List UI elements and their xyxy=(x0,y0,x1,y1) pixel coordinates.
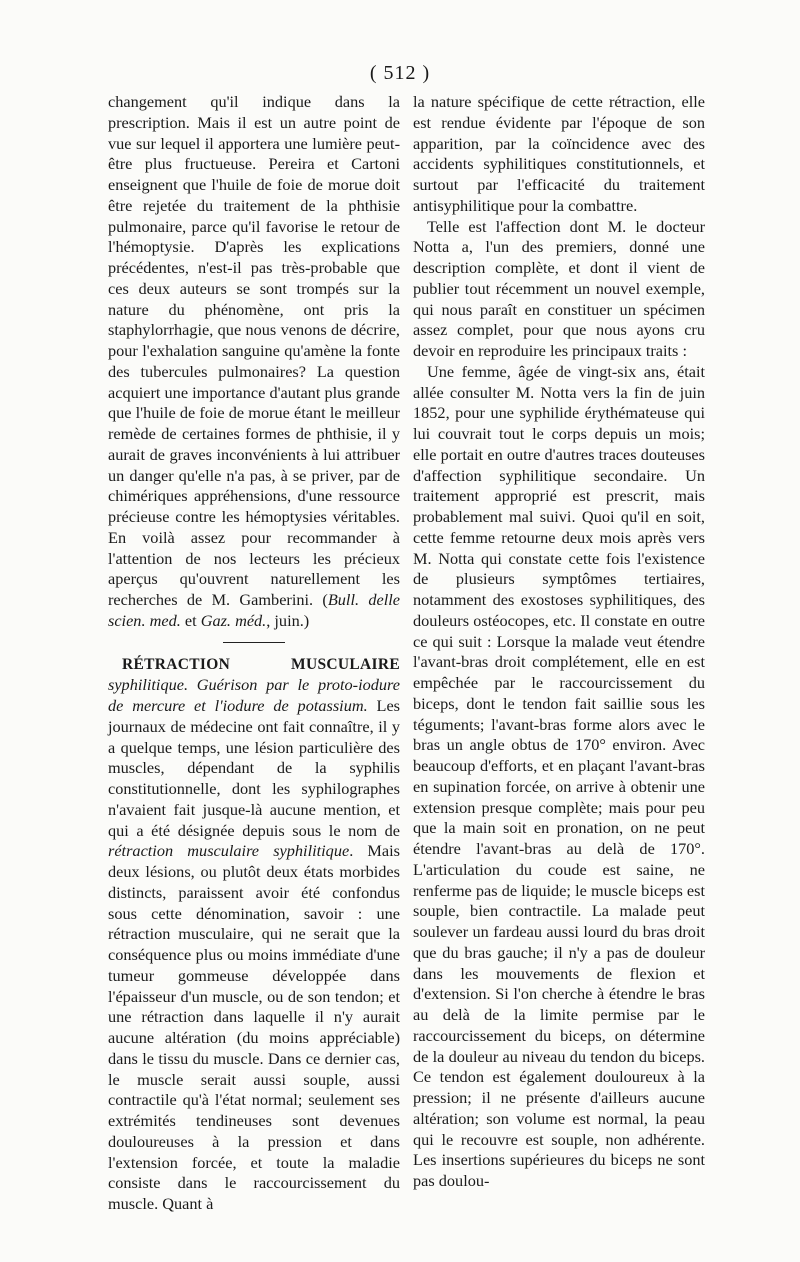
term-italic: rétraction musculaire syphilitique xyxy=(108,841,350,861)
section-subtitle: syphilitique. Guérison par le proto-iodure de mercure et l'iodure de potassium. xyxy=(108,675,400,715)
paragraph-text: . Mais deux lésions, ou plutôt deux états morbides distincts, paraissent avoir été confondus sous cette dénomination, savoir : une rétraction musculaire, qui ne serait que la conséquence plus ou moins immédiate d'une tumeur gommeuse développée dans l'épaisseur d'un muscle, ou de son tendon; et une rétraction dans laquelle il n'y aurait aucune altération (du moins appréciable) dans le tissu du muscle. Dans ce dernier cas, le muscle serait aussi souple, aussi contractile qu'à l'état normal; seulement ses extrémités tendineuses sont devenues douloureuses à la pression et dans l'extension forcée, et toute la maladie consiste dans le raccourcissement du muscle. Quant à xyxy=(108,841,400,1213)
paragraph-gamberini xyxy=(108,92,400,632)
ref-and: et xyxy=(180,610,201,630)
paragraph-case: Une femme, âgée de vingt-six ans, était allée consulter M. Notta vers la fin de juin 1852, pour une syphilide érythémateuse qui lui couvrait tout le corps depuis un mois; elle portait en outre d'autres traces douteuses d'affection syphilitique secondaire. Un traitement approprié est prescrit, mais probablement mal suivi. Quoi qu'il en soit, cette femme retourne deux mois après vers M. Notta qui constate cette fois l'existence de plusieurs symptômes tertiaires, notamment des exostoses syphilitiques, des douleurs ostéocopes, etc. Il constate en outre ce qui suit : Lorsque la malade veut étendre l'avant-bras droit complétement, elle en est empêchée par le raccourcissement du biceps, dont le tendon fait saillie sous les téguments; l'avant-bras forme alors avec le bras un angle obtus de 170° environ. Avec beaucoup d'efforts, et en plaçant l'avant-bras en supination forcée, on arrive à obtenir une extension presque complète; mais pour peu que la main soit en pronation, on ne peut étendre l'avant-bras au delà de 170°. L'articulation du coude est saine, ne renferme pas de liquide; le muscle biceps est souple, bien contractile. La malade peut soulever un fardeau aussi lourd du bras droit que du bras gauche; il n'y a pas de douleur dans les mouvements de flexion et d'extension. Si l'on cherche à étendre le bras au delà de la limite permise par le raccourcissement du biceps, on détermine de la douleur au niveau du tendon du biceps. Ce tendon est également douloureux à la pression; il ne présente d'ailleurs aucune altération; son volume est normal, la peau qui le recouvre est souple, non adhérente. Les insertions supérieures du biceps ne sont pas doulou- xyxy=(413,361,705,1190)
ref-close: , juin.) xyxy=(266,610,310,630)
ref-open: ( xyxy=(313,590,328,609)
section-divider xyxy=(223,642,285,643)
ref-journal: Gaz. méd. xyxy=(200,610,267,630)
right-column xyxy=(413,92,705,1192)
ref-journal: Bull. delle scien. med. xyxy=(108,590,400,630)
paragraph-retraction xyxy=(108,654,400,1215)
paragraph-text: changement qu'il indique dans la prescription. Mais il est un autre point de vue sur lequel il apportera une lumière peut-être plus fructueuse. Pereira et Cartoni enseignent que l'huile de foie de morue doit être rejetée du traitement de la phthisie pulmonaire, parce qu'il favorise le retour de l'hémoptysie. D'après les explications précédentes, n'est-il pas très-probable que ces deux auteurs se sont trompés sur la nature du phénomène, ont pris la staphylorrhagie, que nous venons de décrire, pour l'exhalation sanguine qu'amène la fonte des tubercules pulmonaires? La question acquiert une importance d'autant plus grande que l'huile de foie de morue étant le meilleur remède de certaines formes de phthisie, il y aurait de graves inconvénients à lui attribuer un danger qu'elle n'a pas, à se priver, par de chimériques appréhensions, d'une ressource précieuse contre les hémoptysies véritables. En voilà assez pour recommander à l'attention de nos lecteurs les précieux aperçus qu'ouvrent naturellement les recherches de M. Gamberini. xyxy=(108,92,400,609)
paragraph-notta: Telle est l'affection dont M. le docteur Notta a, l'un des premiers, donné une description complète, et dont il vient de publier tout récemment un nouvel exemple, qui nous paraît en constituer un spécimen assez complet, pour que nous ayons cru devoir en reproduire les principaux traits : xyxy=(413,216,705,360)
page-number: ( 512 ) xyxy=(369,62,431,84)
left-column xyxy=(108,92,400,1215)
paragraph-specificity: la nature spécifique de cette rétraction, elle est rendue évidente par l'époque de son apparition, par la coïncidence avec des accidents syphilitiques constitutionnels, et surtout par l'efficacité du traitement antisyphilitique pour la combattre. xyxy=(413,92,705,215)
section-heading: RÉTRACTION MUSCULAIRE xyxy=(122,655,400,673)
paragraph-text: Les journaux de médecine ont fait connaître, il y a quelque temps, une lésion particulière des muscles, dépendant de la syphilis constitutionnelle, dont les syphilographes n'avaient fait jusque-là aucune mention, et qui a été désignée depuis sous le nom de xyxy=(108,696,401,840)
